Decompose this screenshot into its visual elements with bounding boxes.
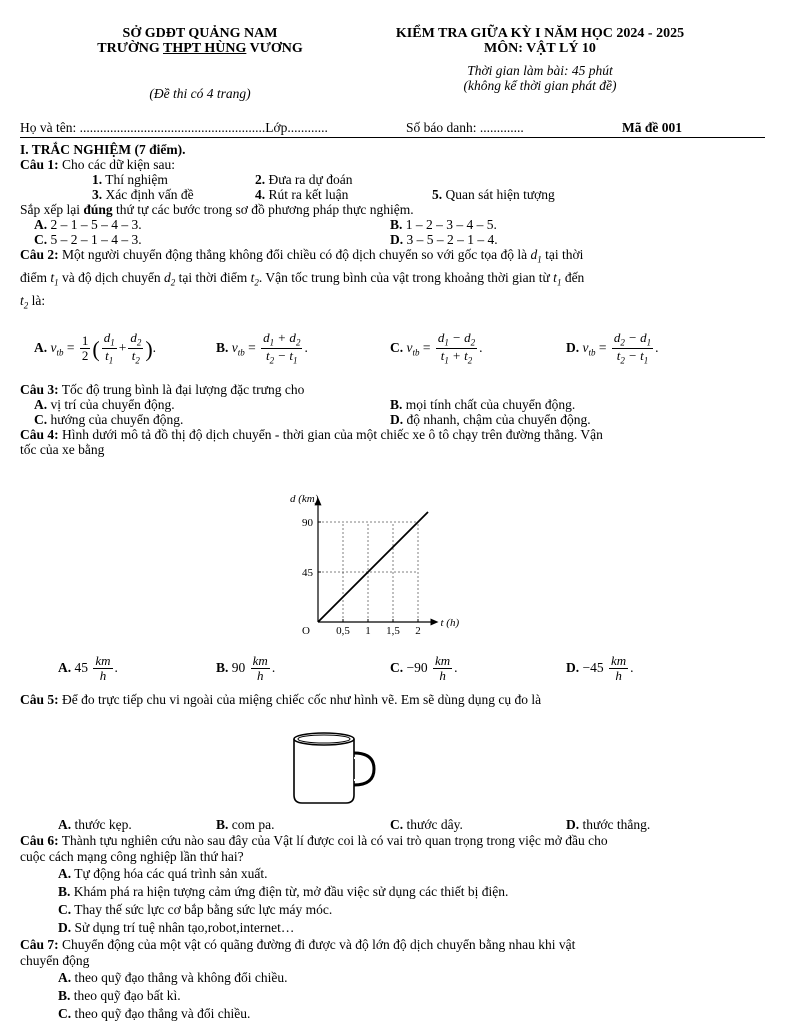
exam-time-note: (không kể thời gian phát đề): [463, 78, 617, 93]
q7-option-c[interactable]: C. theo quỹ đạo thẳng và đổi chiều.: [58, 1006, 251, 1021]
q1-option-a[interactable]: A. 2 – 1 – 5 – 4 – 3.: [34, 217, 142, 232]
question-1-stem: Câu 1: Cho các dữ kiện sau:: [20, 157, 176, 172]
q6-option-d[interactable]: D. Sử dụng trí tuệ nhân tạo,robot,internet…: [58, 920, 295, 935]
x-tick-label: 1,5: [386, 625, 400, 637]
question-6-stem: Câu 6: Thành tựu nghiên cứu nào sau đây của Vật lí được coi là có vai trò quan trọng trong việc mở đầu cho: [20, 833, 608, 848]
q7-option-a[interactable]: A. theo quỹ đạo thẳng và không đổi chiều.: [58, 970, 288, 985]
data-line: [318, 512, 428, 622]
q2-option-c[interactable]: C. $v_{tb}$ = $\frac{d_1 - d_2}{t_1 + t_2}$ .: [390, 330, 483, 367]
q1-prompt: Sắp xếp lại đúng thứ tự các bước trong sơ đồ phương pháp thực nghiệm.: [20, 202, 414, 217]
q1-option-d[interactable]: D. 3 – 5 – 2 – 1 – 4.: [390, 232, 498, 247]
student-id-line: Số báo danh: .............: [406, 120, 524, 135]
q1-option-c[interactable]: C. 5 – 2 – 1 – 4 – 3.: [34, 232, 142, 247]
q2-option-d[interactable]: D. $v_{tb}$ = $\frac{d_2 - d_1}{t_2 - t_1}$ .: [566, 330, 659, 367]
x-tick-label: 1: [365, 625, 371, 637]
question-2-stem: Câu 2: Một người chuyển động thẳng không đổi chiều có độ dịch chuyển so với gốc tọa độ là $d_1$ tại thời: [20, 247, 584, 265]
y-tick-label: 45: [302, 567, 313, 579]
pages-note: (Đề thi có 4 trang): [149, 86, 251, 101]
exam-title: KIỂM TRA GIỮA KỲ I NĂM HỌC 2024 - 2025: [395, 26, 685, 41]
department-name: SỞ GDĐT QUẢNG NAM: [122, 26, 278, 41]
q5-option-a[interactable]: A. thước kẹp.: [58, 817, 132, 832]
q1-item-3: 3. Xác định vấn đề: [92, 187, 194, 202]
q5-option-b[interactable]: B. com pa.: [216, 817, 275, 832]
exam-subject: MÔN: VẬT LÝ 10: [484, 41, 596, 56]
q7-line-2: chuyển động: [20, 953, 90, 968]
x-tick-label: 0,5: [336, 625, 350, 637]
x-axis-arrow: [431, 619, 439, 626]
q4-option-c[interactable]: C. −90 $\frac{km}{h}$ .: [390, 653, 458, 684]
q1-item-1: 1. Thí nghiệm: [92, 172, 168, 187]
q2-line-2: điểm $t_1$ và độ dịch chuyển $d_2$ tại thời điểm $t_2$. Vận tốc trung bình của vật trong khoảng thời gian từ $t_1$ đến: [20, 270, 585, 288]
origin-label: O: [302, 625, 310, 637]
q2-line-3: $t_2$ là:: [20, 293, 46, 311]
q5-option-d[interactable]: D. thước thẳng.: [566, 817, 651, 832]
q4-line-2: tốc của xe bằng: [20, 442, 105, 457]
q5-option-c[interactable]: C. thước dây.: [390, 817, 463, 832]
question-4-stem: Câu 4: Hình dưới mô tả đồ thị độ dịch chuyển - thời gian của một chiếc xe ô tô chạy trên đường thẳng. Vận: [20, 427, 603, 442]
section-title: I. TRẮC NGHIỆM (7 điểm).: [20, 142, 186, 157]
y-axis-label: d (km): [290, 493, 319, 505]
displacement-time-chart: [270, 486, 490, 644]
school-name: TRƯỜNG THPT HÙNG VƯƠNG: [97, 41, 303, 56]
q6-line-2: cuộc cách mạng công nghiệp lần thứ hai?: [20, 849, 244, 864]
q2-option-a[interactable]: A. $v_{tb}$ = $\frac{1}{2}$ ( $\frac{d_1}{t_1}$ + $\frac{d_2}{t_2}$ ).: [34, 330, 157, 367]
q1-item-5: 5. Quan sát hiện tượng: [432, 187, 555, 202]
question-3-stem: Câu 3: Tốc độ trung bình là đại lượng đặc trưng cho: [20, 382, 305, 397]
q1-item-2: 2. Đưa ra dự đoán: [255, 172, 353, 187]
q4-option-a[interactable]: A. 45 $\frac{km}{h}$ .: [58, 653, 118, 684]
cup-illustration: [282, 727, 382, 809]
q4-option-d[interactable]: D. −45 $\frac{km}{h}$ .: [566, 653, 634, 684]
q3-option-c[interactable]: C. hướng của chuyển động.: [34, 412, 184, 427]
x-axis-label: t (h): [440, 617, 460, 629]
student-name-line: Họ và tên: .......................................................Lớp............: [20, 120, 328, 135]
q3-option-d[interactable]: D. độ nhanh, chậm của chuyển động.: [390, 412, 591, 427]
exam-time: Thời gian làm bài: 45 phút: [467, 63, 613, 78]
x-tick-label: 2: [415, 625, 421, 637]
q6-option-b[interactable]: B. Khám phá ra hiện tượng cảm ứng điện từ, mở đầu việc sử dụng các thiết bị điện.: [58, 884, 509, 899]
q3-option-b[interactable]: B. mọi tính chất của chuyển động.: [390, 397, 576, 412]
q1-item-4: 4. Rút ra kết luận: [255, 187, 349, 202]
q3-option-a[interactable]: A. vị trí của chuyển động.: [34, 397, 175, 412]
y-tick-label: 90: [302, 517, 313, 529]
header-divider: [20, 137, 765, 138]
q1-option-b[interactable]: B. 1 – 2 – 3 – 4 – 5.: [390, 217, 497, 232]
q2-option-b[interactable]: B. $v_{tb}$ = $\frac{d_1 + d_2}{t_2 - t_1}$ .: [216, 330, 308, 367]
q6-option-c[interactable]: C. Thay thế sức lực cơ bắp bằng sức lực máy móc.: [58, 902, 333, 917]
q6-option-a[interactable]: A. Tự động hóa các quá trình sản xuất.: [58, 866, 268, 881]
question-7-stem: Câu 7: Chuyển động của một vật có quãng đường đi được và độ lớn độ dịch chuyển bằng nhau khi vật: [20, 937, 576, 952]
q4-option-b[interactable]: B. 90 $\frac{km}{h}$ .: [216, 653, 276, 684]
question-5-stem: Câu 5: Để đo trực tiếp chu vi ngoài của miệng chiếc cốc như hình vẽ. Em sẽ dùng dụng cụ đo là: [20, 692, 542, 707]
exam-code: Mã đề 001: [622, 120, 682, 135]
q7-option-b[interactable]: B. theo quỹ đạo bất kì.: [58, 988, 181, 1003]
